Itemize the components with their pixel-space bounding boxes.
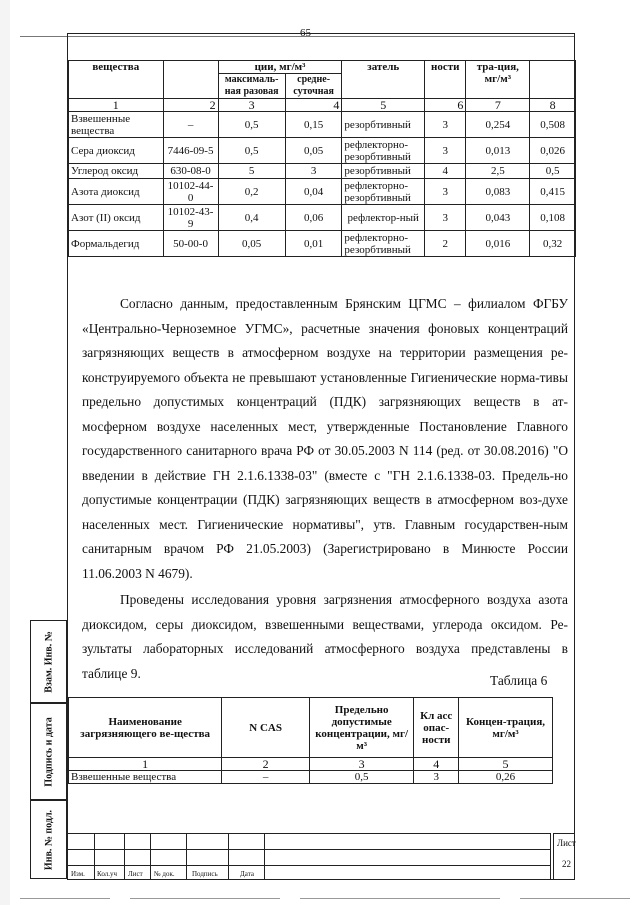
- table-caption: Таблица 6: [490, 673, 548, 688]
- table-cell: 0,016: [466, 231, 530, 257]
- table-cell: Формальдегид: [69, 231, 164, 257]
- header-cell: ности: [425, 61, 466, 99]
- header-cell: затель: [342, 61, 425, 99]
- table-cell: 3: [425, 112, 466, 138]
- table-cell: 0,508: [530, 112, 576, 138]
- stamp-label: Кол.уч: [97, 870, 117, 878]
- table-cell: 0,4: [218, 205, 285, 231]
- table-row: [69, 179, 576, 205]
- table-cell: –: [222, 771, 310, 784]
- table-cell: 0,043: [466, 205, 530, 231]
- page-number: 65: [300, 27, 311, 39]
- header-cell: Кл асс опас-ности: [414, 698, 459, 758]
- rule: [124, 833, 125, 880]
- table-row: [69, 231, 576, 257]
- column-number: 6: [425, 99, 466, 112]
- column-number: 5: [459, 758, 553, 771]
- table-cell: Сера диоксид: [69, 138, 164, 164]
- table-cell: 3: [425, 138, 466, 164]
- table-cell: 0,32: [530, 231, 576, 257]
- table-cell: 0,01: [285, 231, 342, 257]
- table-cell: 0,04: [285, 179, 342, 205]
- table-cell: 0,5: [309, 771, 413, 784]
- table-cell: резорбтивный: [342, 112, 425, 138]
- table-cell: Азота диоксид: [69, 179, 164, 205]
- sidebar-label: Взам. Инв. №: [43, 630, 54, 693]
- table-cell: Азот (II) оксид: [69, 205, 164, 231]
- table-cell: 5: [218, 164, 285, 179]
- table-cell: 0,06: [285, 205, 342, 231]
- rule: [150, 833, 151, 880]
- stamp-label: Дата: [240, 870, 254, 878]
- table-cell: 0,15: [285, 112, 342, 138]
- table-cell: 10102-43-9: [163, 205, 218, 231]
- column-number: 5: [342, 99, 425, 112]
- subheader-cell: средне-суточная: [285, 74, 342, 99]
- table-cell: 3: [425, 179, 466, 205]
- sidebar-stamp: [30, 620, 67, 879]
- header-cell: [163, 61, 218, 99]
- scan-artifact: [20, 898, 110, 899]
- header-cell: тра-ция, мг/м³: [466, 61, 530, 99]
- rule: [186, 833, 187, 880]
- table-cell: 0,26: [459, 771, 553, 784]
- table-cell: 2: [425, 231, 466, 257]
- table-cell: 0,5: [218, 112, 285, 138]
- table-cell: 630-08-0: [163, 164, 218, 179]
- column-number: 7: [466, 99, 530, 112]
- scan-artifact: [300, 898, 500, 899]
- pollutants-table: [68, 60, 576, 257]
- rule: [228, 833, 229, 880]
- table-cell: –: [163, 112, 218, 138]
- rule: [68, 865, 550, 866]
- sidebar-cell: [30, 800, 67, 879]
- table-cell: Взвешенные вещества: [69, 771, 222, 784]
- rule: [550, 833, 551, 880]
- table-cell: 3: [414, 771, 459, 784]
- table-cell: 0,026: [530, 138, 576, 164]
- table-cell: 10102-44-0: [163, 179, 218, 205]
- scan-artifact: [130, 898, 280, 899]
- rule: [68, 849, 550, 850]
- table-cell: 3: [285, 164, 342, 179]
- table-cell: рефлекторно-резорбтивный: [342, 231, 425, 257]
- table-cell: рефлекторно-резорбтивный: [342, 138, 425, 164]
- table-row: [69, 112, 576, 138]
- table-cell: 0,013: [466, 138, 530, 164]
- table-cell: 2,5: [466, 164, 530, 179]
- table-cell: 0,415: [530, 179, 576, 205]
- table-header-row: [69, 61, 576, 74]
- rule: [94, 833, 95, 880]
- stamp-label: № док.: [154, 870, 175, 878]
- column-number: 3: [218, 99, 285, 112]
- table-row: [69, 205, 576, 231]
- body-paragraph: Согласно данным, предоставленным Брянским ЦГМС – филиалом ФГБУ «Центрально-Черноземное УГМС», расчетные значения фоновых концентраций загрязняющих веществ в атмосферном воздухе на территории размещения ре-конструируемого объекта не превышают установленные Гигиенические норма-тивы предельно допустимых концентраций (ПДК) загрязняющих веществ в ат-мосферном воздухе населенных мест, утвержденные Постановление Главного государственного санитарного врача РФ от 30.05.2003 N 114 (ред. от 30.08.2016) "О введении в действие ГН 2.1.6.1338-03" (вместе с "ГН 2.1.6.1338-03. Предель-но допустимые концентрации (ПДК) загрязняющих веществ в атмосферном воз-духе населенных мест. Гигиенические нормативы", утв. Главным государствен-ным санитарным врачом РФ 21.05.2003) (Зарегистрировано в Минюсте России 11.06.2003 N 4679).: [82, 296, 568, 581]
- stamp-label: Подпись: [192, 870, 218, 878]
- column-number: 1: [69, 758, 222, 771]
- table-cell: рефлекторно-резорбтивный: [342, 179, 425, 205]
- column-number-row: [69, 99, 576, 112]
- sheet-label: Лист: [557, 838, 576, 848]
- sheet-number: 22: [562, 859, 571, 869]
- column-number: 4: [285, 99, 342, 112]
- column-number-row: [69, 758, 553, 771]
- rule: [264, 833, 265, 880]
- sidebar-label: Подпись и дата: [43, 716, 54, 787]
- header-cell: ции, мг/м³: [218, 61, 342, 74]
- column-number: 1: [69, 99, 164, 112]
- column-number: 2: [222, 758, 310, 771]
- stamp-label: Лист: [128, 870, 143, 878]
- sidebar-label: Инв. № подл.: [43, 809, 54, 870]
- scan-artifact: [520, 898, 630, 899]
- sidebar-cell: [30, 620, 67, 703]
- table-cell: 4: [425, 164, 466, 179]
- table-cell: рефлектор-ный: [342, 205, 425, 231]
- sidebar-cell: [30, 703, 67, 800]
- header-cell: Предельно допустимые концентрации, мг/м³: [309, 698, 413, 758]
- table-cell: резорбтивный: [342, 164, 425, 179]
- table-cell: 0,5: [218, 138, 285, 164]
- table-cell: 0,2: [218, 179, 285, 205]
- table-cell: 0,05: [218, 231, 285, 257]
- table-cell: 3: [425, 205, 466, 231]
- header-cell: [530, 61, 576, 99]
- table-cell: Углерод оксид: [69, 164, 164, 179]
- header-cell: Концен-трация, мг/м³: [459, 698, 553, 758]
- table-cell: 7446-09-5: [163, 138, 218, 164]
- table-cell: 0,05: [285, 138, 342, 164]
- column-number: 4: [414, 758, 459, 771]
- header-cell: вещества: [69, 61, 164, 99]
- column-number: 8: [530, 99, 576, 112]
- table-cell: 0,108: [530, 205, 576, 231]
- table-row: [69, 164, 576, 179]
- table-cell: 50-00-0: [163, 231, 218, 257]
- table-row: [69, 771, 553, 784]
- rule: [68, 833, 550, 834]
- column-number: 2: [163, 99, 218, 112]
- table-cell: Взвешенные вещества: [69, 112, 164, 138]
- table-cell: 0,254: [466, 112, 530, 138]
- header-cell: N CAS: [222, 698, 310, 758]
- column-number: 3: [309, 758, 413, 771]
- stamp-label: Изм.: [71, 870, 85, 878]
- subheader-cell: максималь-ная разовая: [218, 74, 285, 99]
- header-cell: Наименование загрязняющего ве-щества: [69, 698, 222, 758]
- title-block: [68, 833, 575, 880]
- table-cell: 0,083: [466, 179, 530, 205]
- table-row: [69, 138, 576, 164]
- scan-edge: [0, 0, 10, 905]
- measurements-table: [68, 697, 553, 784]
- body-paragraph: Проведены исследования уровня загрязнения атмосферного воздуха азота диоксидом, серы диоксидом, взвешенными веществами, углерода оксидом. Ре-зультаты лабораторных исследований атмосферного воздуха представлены в таблице 9.: [82, 592, 568, 681]
- table-header-row: [69, 698, 553, 758]
- table-cell: 0,5: [530, 164, 576, 179]
